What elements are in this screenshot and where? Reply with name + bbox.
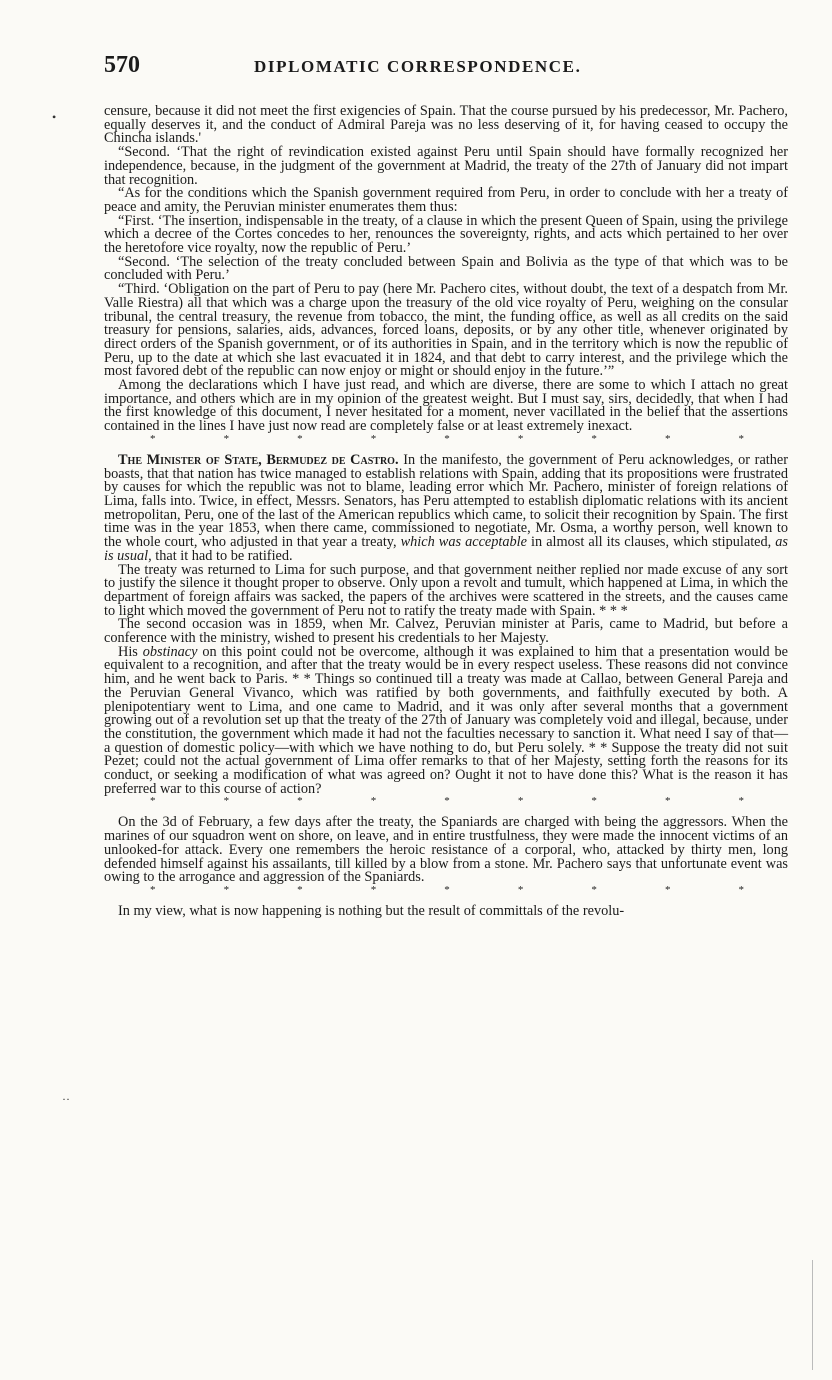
paragraph-11 (104, 643, 789, 797)
paragraph-11-start: His (118, 643, 138, 660)
paragraph-6: “Third. ‘Obligation on the part of Peru to pay (here Mr. Pachero cites, without doubt, the text of a despatch from Mr. Valle Riestra) all that which was a charge upon the treasury of the old vice royalty of Peru, weighing on the consular tribunal, the central treasury, the revenue from tobacco, the mint, the funding office, as well as all credits on the said treasury for pensions, salaries, aids, advances, forced loans, deposits, or by any other title, whenever originated by direct orders of the Spanish government, or of its authorities in Spain, and in the territory which is now the republic of Peru, up to the date at which she last evacuated it in 1824, and that debt to carry interest, and the privilege which the most favored debt of the republic can now enjoy or might or should enjoy in the future.’” (104, 281, 788, 380)
paragraph-8-end: that it had to be ratified. (155, 547, 293, 564)
paragraph-8-italic-1: which was acceptable (400, 534, 528, 551)
ellipsis-star: * (664, 432, 671, 445)
paragraph-13: In my view, what is now happening is nothing but the result of committals of the revolu- (118, 902, 625, 919)
paragraph-8 (104, 451, 789, 564)
paragraph-8-text: In the manifesto, the government of Peru acknowledges, or rather boasts, that that nation has twice managed to establish relations with Spain, adding that its propositions were frustrated by causes for which the republic was not to blame, leading error which Mr. Pachero, minister of foreign relations of Lima, falls into. Twice, in effect, Messrs. Senators, has Peru attempted to establish diplomatic relations with its ancient metropolitan, Peru, one of the last of the American republics which came, to solicit their recognition by Spain. The first time was in the year 1853, when there came, commissioned to negotiate, Mr. Osma, a worthy person, well known to the whole court, who adjusted in that year a treaty, (104, 451, 789, 551)
ellipsis-star: * (738, 432, 744, 445)
paragraph-9: The treaty was returned to Lima for such purpose, and that government neither replied nor made excuse of any sort to justify the silence it thought proper to observe. Only upon a revolt and tumult, which happened at Lima, in which the department of foreign affairs was sacked, the papers of the archives were scattered in the streets, and the causes came to light which moved the government of Peru not to ratify the treaty made with Spain. * * * (104, 561, 788, 619)
document-page (104, 52, 788, 919)
paragraph-8-italic-2: as is usual, (104, 534, 788, 564)
ellipsis-star: * (591, 795, 597, 808)
paragraph-5: “Second. ‘The selection of the treaty concluded between Spain and Bolivia as the type of that which was to be concluded with Peru.’ (104, 253, 788, 284)
ellipsis-star: * (517, 883, 524, 896)
ellipsis-star: * (297, 883, 303, 896)
page-edge-line (812, 1260, 813, 1370)
ellipsis-star: * (591, 883, 597, 896)
ellipsis-star: * (444, 883, 450, 896)
ellipsis-star: * (370, 432, 377, 445)
ellipsis-star: * (223, 432, 230, 445)
ellipsis-star: * (370, 795, 377, 808)
ellipsis-star: * (223, 883, 230, 896)
ellipsis-star: * (738, 883, 744, 896)
paragraph-10: The second occasion was in 1859, when Mr. Calvez, Peruvian minister at Paris, came to Madrid, but before a conference with the ministry, wished to present his credentials to her Majesty. (104, 616, 788, 647)
paragraph-8-mid: in almost all its clauses, which stipulated, (531, 534, 772, 551)
ellipsis-star: * (664, 883, 671, 896)
ellipsis-star: * (591, 432, 597, 445)
paragraph-3: “As for the conditions which the Spanish government required from Peru, in order to conclude with her a treaty of peace and amity, the Peruvian minister enumerates them thus: (104, 185, 788, 215)
paragraph-11-text: on this point could not be overcome, although it was explained to him that a presentation would be equivalent to a recognition, and after that the treaty would be in every respect useless. These reasons did not convince him, and he went back to Paris. * * Things so continued till a treaty was made at Callao, between General Pareja and the Peruvian General Vivanco, which was ratified by both governments, and faithfully executed by both. A plenipotentiary went to Lima, and one came to Madrid, and it was only after several months that a government growing out of a revolution set up that the treaty of the 27th of January was completely void and illegal, because, under the constitution, the government which made it had not the faculties necessary to sanction it. What need I say of that—a question of domestic policy—with which we have nothing to do, but Peru solely. * * Suppose the treaty did not suit Pezet; could not the actual government of Lima offer remarks to that of her Majesty, setting forth the reasons for its conduct, or seeking a modification of what was agreed on? Ought it not to have done this? What is the reason it has preferred war to this course of action? (104, 643, 789, 797)
ellipsis-star: * (150, 432, 156, 445)
margin-dots: ·· (62, 1092, 70, 1106)
paragraph-12: On the 3d of February, a few days after the treaty, the Spaniards are charged with being the aggressors. When the marines of our squadron went on shore, on leave, and in entire trustfulness, they were made the innocent victims of an unlooked-for attack. Every one remembers the heroic resistance of a corporal, who, attacked by thirty men, long defended himself against his assailants, till killed by a blow from a stone. Mr. Pachero says that unfortunate event was owing to the arrogance and aggression of the Spaniards. (104, 814, 788, 886)
ellipsis-star: * (297, 795, 303, 808)
ellipsis-star: * (444, 432, 450, 445)
paragraph-11-italic: obstinacy (142, 643, 198, 660)
ellipsis-star: * (738, 795, 744, 808)
ellipsis-row-3 (104, 885, 788, 897)
ellipsis-star: * (517, 795, 524, 808)
ellipsis-row-1 (104, 434, 788, 446)
ellipsis-row-2 (104, 796, 788, 808)
ellipsis-star: * (297, 432, 303, 445)
ellipsis-star: * (150, 795, 156, 808)
ellipsis-star: * (444, 795, 450, 808)
page-header (104, 52, 788, 92)
paragraph-2: “Second. ‘That the right of revindication existed against Peru until Spain should have formally recognized her independence, because, in the judgment of the government at Madrid, the treaty of the 27th of January did not impart that recognition. (104, 144, 788, 188)
ellipsis-star: * (150, 883, 156, 896)
ellipsis-star: * (223, 795, 230, 808)
paragraph-7: Among the declarations which I have just read, and which are diverse, there are some to which I attach no great importance, and others which are in my opinion of the greatest weight. But I must say, sirs, decidedly, that when I had the first knowledge of this document, I never hesitated for a moment, never vacillated in the belief that the assertions contained in the lines I have just now read are completely false or at least extremely inexact. (104, 377, 788, 435)
margin-bullet: • (52, 110, 57, 124)
speaker-name: The Minister of State, Bermudez de Castro. (118, 451, 399, 468)
page-number: 570 (104, 52, 140, 78)
ellipsis-star: * (370, 883, 377, 896)
paragraph-4: “First. ‘The insertion, indispensable in the treaty, of a clause in which the present Queen of Spain, using the privilege which a decree of the Cortes concedes to her, renounces the sovereignty, rights, and acts which pertained to her over the heretofore vice royalty, now the republic of Peru.’ (104, 212, 788, 257)
paragraph-1: censure, because it did not meet the first exigencies of Spain. That the course pursued by his predecessor, Mr. Pachero, equally deserves it, and the conduct of Admiral Pareja was no less deserving of it, for having ceased to occupy the Chincha islands.' (104, 103, 788, 147)
document-body (104, 105, 788, 919)
running-head: DIPLOMATIC CORRESPONDENCE. (254, 57, 582, 76)
ellipsis-star: * (664, 795, 671, 808)
ellipsis-star: * (517, 432, 524, 445)
